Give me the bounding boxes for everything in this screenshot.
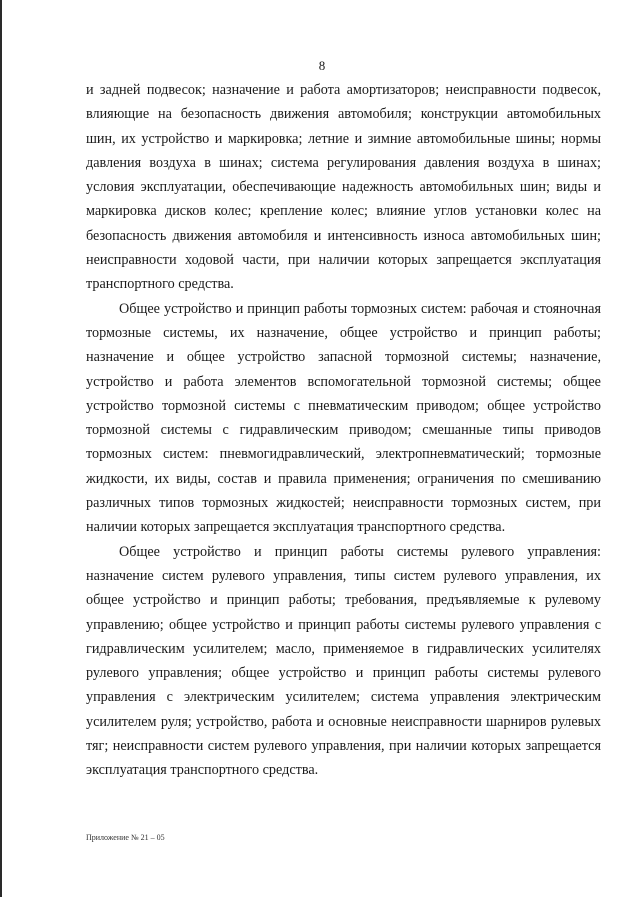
paragraph-steering-systems: Общее устройство и принцип работы системы рулевого управления: назначение систем рулевого управления, типы систем рулевого управления, их общее устройство и принцип работы; требования, предъявляемые к рулевому управлению; общее устройство и принцип работы системы рулевого управления с гидравлическим усилителем; масло, применяемое в гидравлических усилителях рулевого управления; общее устройство и принцип работы системы рулевого управления с электрическим усилителем; система управления электрическим усилителем руля; устройство, работа и основные неисправности шарниров рулевых тяг; неисправности систем рулевого управления, при наличии которых запрещается эксплуатация транспортного средства. — [86, 543, 601, 779]
page-number: 8 — [318, 58, 326, 73]
paragraph-brake-systems: Общее устройство и принцип работы тормозных систем: рабочая и стояночная тормозные системы, их назначение, общее устройство и принцип работы; назначение и общее устройство запасной тормозной системы; назначение, устройство и работа элементов вспомогательной тормозной системы; общее устройство тормозной системы с пневматическим приводом; общее устройство тормозной системы с гидравлическим приводом; смешанные типы приводов тормозных систем: пневмогидравлический, электропневматический; тормозные жидкости, их виды, состав и правила применения; ограничения по смешиванию различных типов тормозных жидкостей; неисправности тормозных систем, при наличии которых запрещается эксплуатация транспортного средства. — [86, 300, 601, 536]
body-text — [86, 78, 601, 783]
page-footer: Приложение № 21 – 05 — [86, 833, 165, 842]
paragraph-suspension-tyres: и задней подвесок; назначение и работа амортизаторов; неисправности подвесок, влияющие на безопасность движения автомобиля; конструкции автомобильных шин, их устройство и маркировка; летние и зимние автомобильные шины; нормы давления воздуха в шинах; система регулирования давления воздуха в шинах; условия эксплуатации, обеспечивающие надежность автомобильных шин; виды и маркировка дисков колес; крепление колес; влияние углов установки колес на безопасность движения автомобиля и интенсивность износа автомобильных шин; неисправности ходовой части, при наличии которых запрещается эксплуатация транспортного средства. — [86, 82, 601, 293]
